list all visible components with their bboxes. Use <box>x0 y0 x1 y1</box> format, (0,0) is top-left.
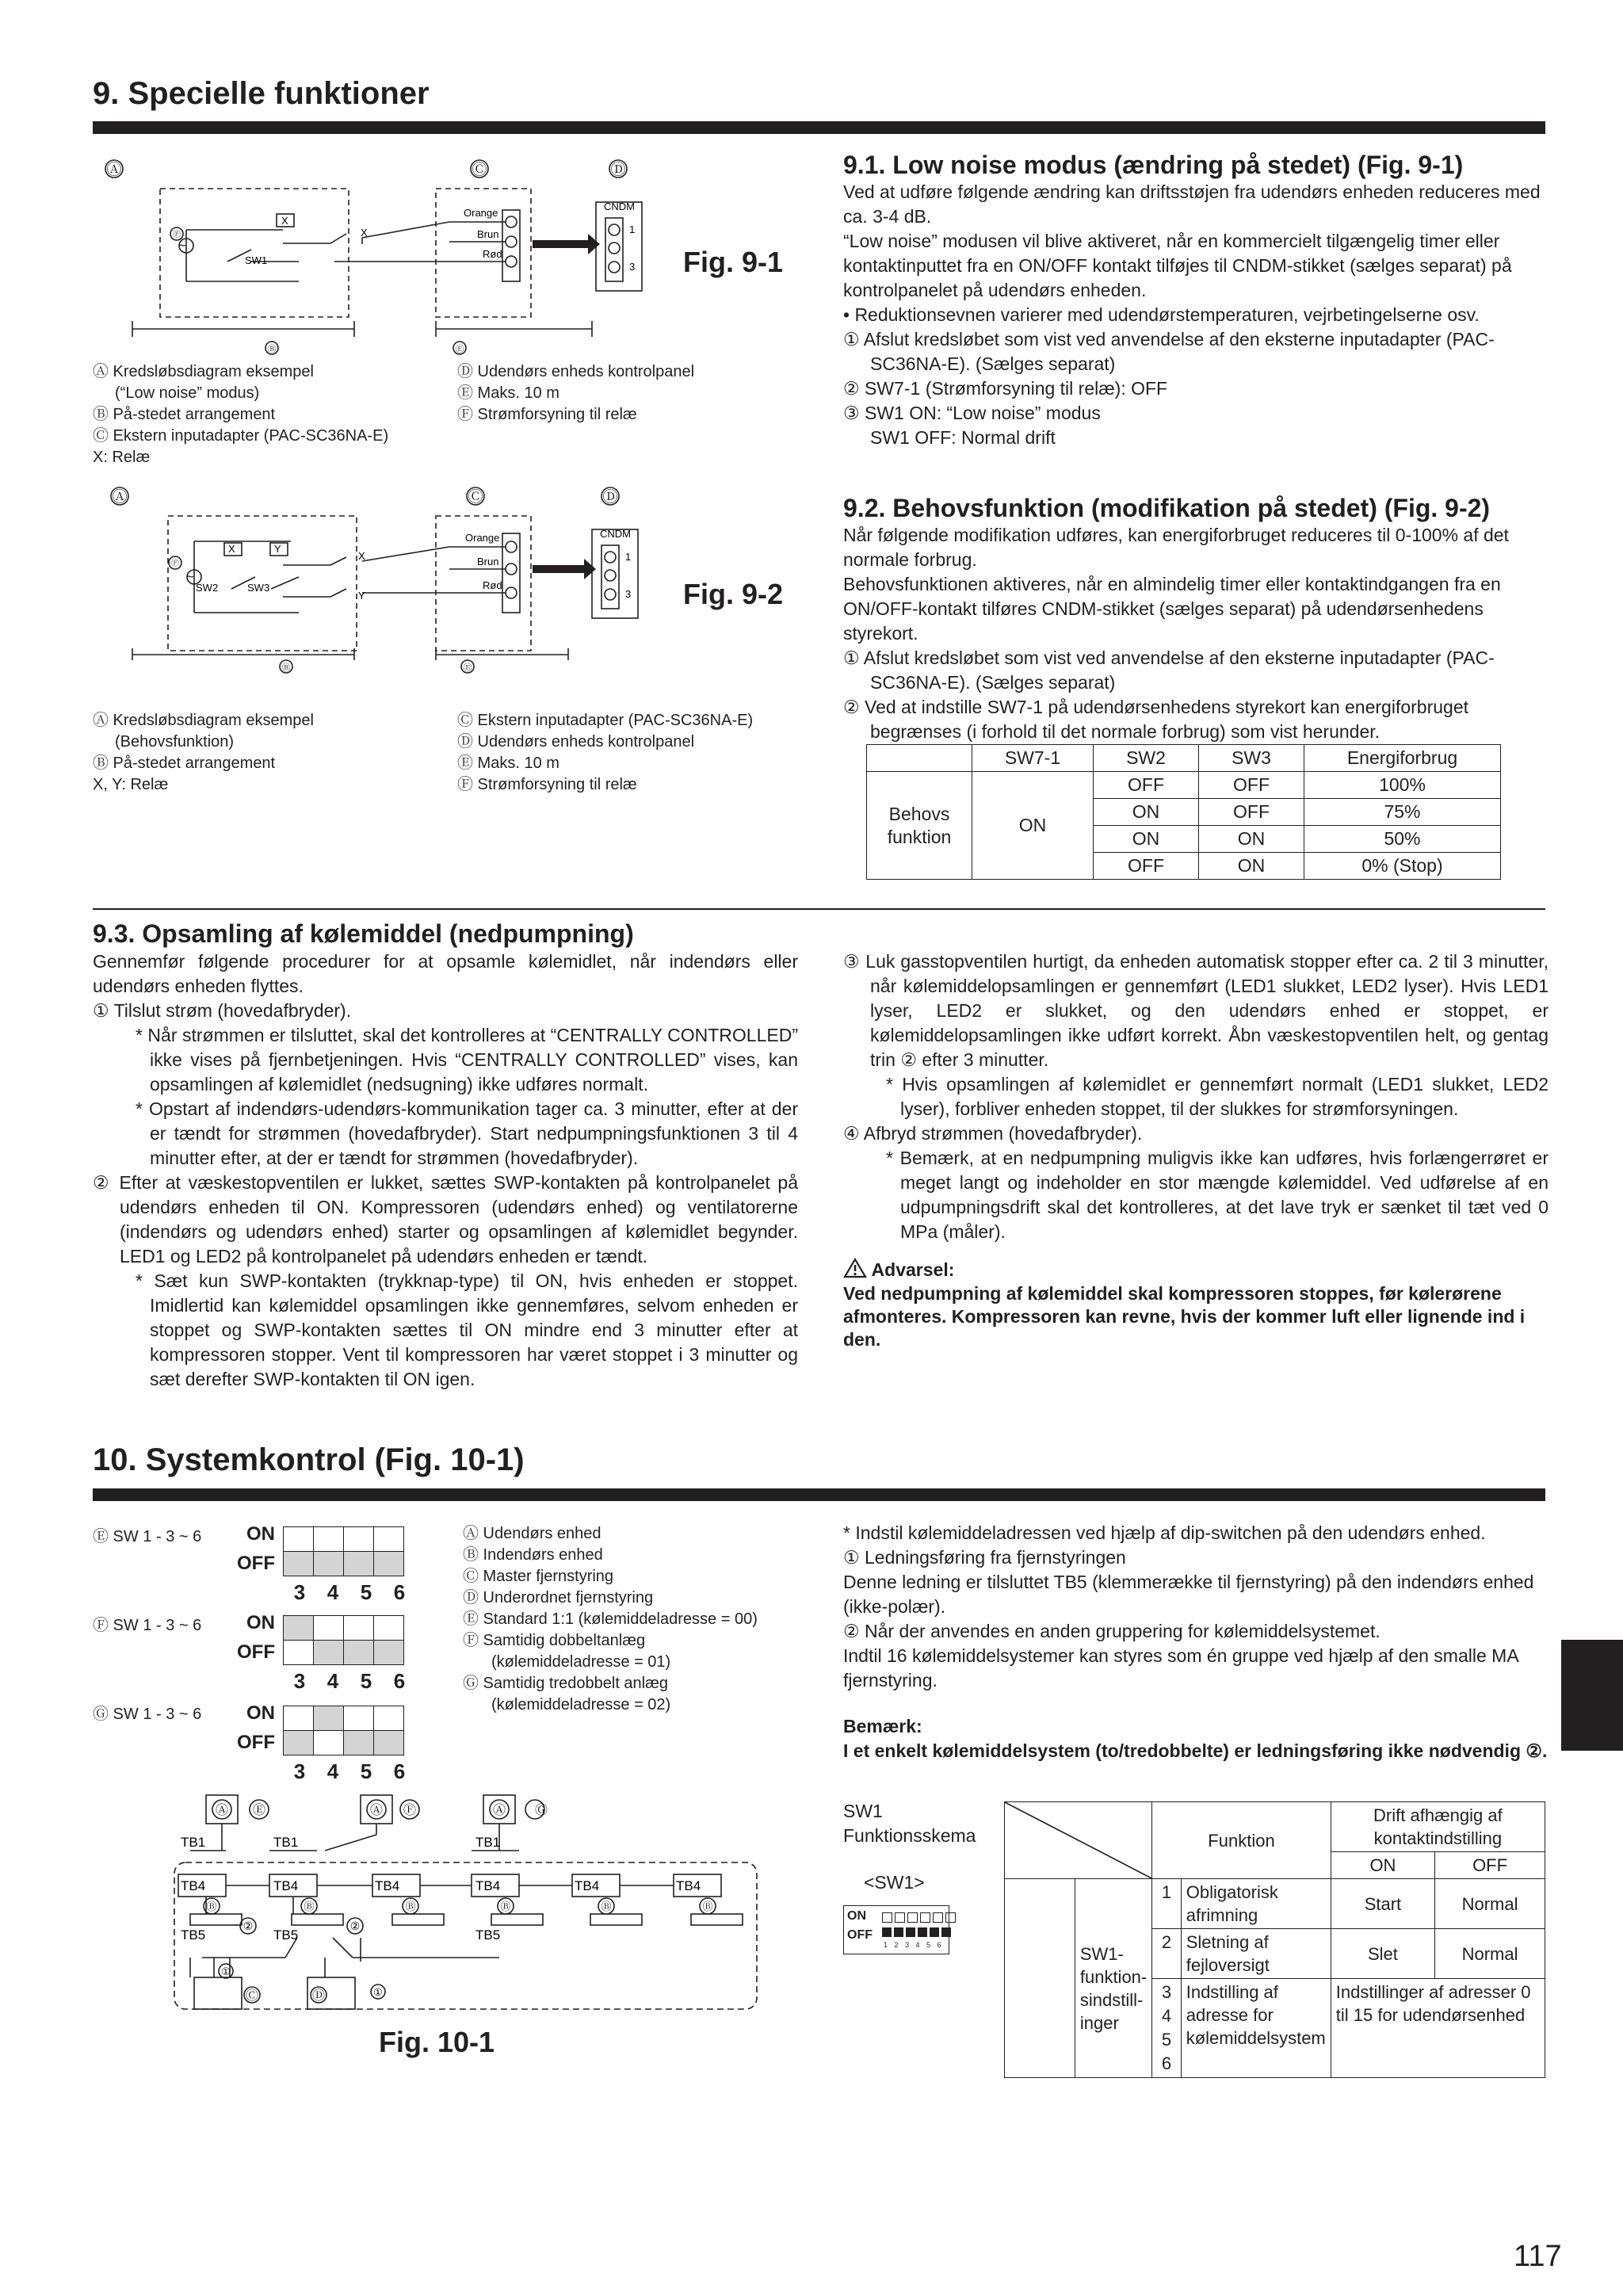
svg-text:①: ① <box>373 1986 383 1998</box>
section-9-2-body: Når følgende modifikation udføres, kan energiforbruget reduceres til 0-100% af det normale forbrug. Behovsfunktionen aktiveres, når en almindelig timer eller kontaktindgangen fra en ON/OFF-kontakt tilføres CNDM-stikket (sælges separat) på udendørsenhedens styrekort. ① Afslut kredsløbet som vist ved anvendelse af den eksterne inputadapter (PAC-SC36NA-E). (Sælges separat) ② Ved at indstille SW7-1 på udendørsenhedens styrekort kan energiforbruget begrænses (i forhold til det normale forbrug) som vist herunder. <box>843 525 1509 742</box>
svg-text:Ⓔ: Ⓔ <box>463 663 472 673</box>
svg-text:1: 1 <box>629 223 636 235</box>
svg-text:X: X <box>228 543 235 555</box>
svg-text:Ⓑ: Ⓑ <box>500 1901 511 1912</box>
svg-text:Brun: Brun <box>477 556 499 567</box>
svg-text:SW1: SW1 <box>245 254 268 266</box>
section-9-3-title: 9.3. Opsamling af kølemiddel (nedpumpning) <box>93 919 634 948</box>
section-9-1-title: 9.1. Low noise modus (ændring på stedet) (Fig. 9-1) <box>843 151 1464 179</box>
svg-text:Ⓓ: Ⓓ <box>610 162 626 178</box>
dip-switch-2 <box>283 1615 404 1665</box>
svg-text:Ⓑ: Ⓑ <box>281 663 291 673</box>
svg-text:1: 1 <box>625 551 632 563</box>
demand-table: SW7-1 SW2 SW3 Energiforbrug Behovs funktion ON OFF OFF 100% ON OFF 75% ON ON 50% OFF ON 0% (Stop) <box>866 744 1501 880</box>
chapter-tab <box>1561 1640 1623 1751</box>
svg-text:3: 3 <box>625 588 632 600</box>
section-9-title: 9. Specielle funktioner <box>93 76 430 111</box>
svg-text:Ⓐ: Ⓐ <box>369 1804 384 1817</box>
system-legend: Ⓐ Udendørs enhed Ⓑ Indendørs enhed Ⓒ Master fjernstyring Ⓓ Underordnet fjernstyring Ⓔ Standard 1:1 (kølemiddeladresse = 00) Ⓕ Samtidig dobbeltanlæg (kølemiddeladresse = 01) Ⓖ Samtidig tredobbelt anlæg (kølemiddeladresse = 02) <box>463 1525 758 1713</box>
svg-text:X: X <box>361 227 368 239</box>
svg-text:Brun: Brun <box>477 228 499 240</box>
dip-switch-3 <box>283 1706 404 1755</box>
svg-text:Ⓐ: Ⓐ <box>112 489 128 506</box>
svg-text:TB4: TB4 <box>375 1878 400 1893</box>
svg-text:Ⓒ: Ⓒ <box>245 1989 259 2003</box>
svg-text:Orange: Orange <box>464 207 498 219</box>
sw1-dip-icon: ON OFF 1 2 3 4 5 6 <box>843 1905 949 1954</box>
svg-text:X: X <box>358 550 365 562</box>
svg-text:Ⓔ: Ⓔ <box>455 345 464 354</box>
page-number: 117 <box>1514 2240 1562 2273</box>
section-10-note: Bemærk: I et enkelt kølemiddelsystem (to/tredobbelte) er ledningsføring ikke nødvendig ②. <box>843 1716 1548 1761</box>
svg-text:3: 3 <box>629 261 636 273</box>
svg-text:TB5: TB5 <box>475 1927 501 1943</box>
warning-block: Advarsel: Ved nedpumpning af kølemiddel skal kompressoren stoppes, før kølerørene afmonteres. Kompressoren kan revne, hvis der kommer luft eller lignende ind i den. <box>843 1259 1526 1350</box>
svg-text:TB5: TB5 <box>273 1927 299 1943</box>
svg-text:Ⓑ: Ⓑ <box>267 345 277 354</box>
svg-text:Rød: Rød <box>483 579 502 591</box>
svg-text:~: ~ <box>178 239 186 253</box>
sw1-tag: <SW1> <box>864 1872 925 1893</box>
svg-text:TB1: TB1 <box>181 1835 206 1850</box>
fig-9-1-captions-left: Ⓐ Kredsløbsdiagram eksempel (“Low noise” modus) Ⓑ På-stedet arrangement Ⓒ Ekstern inputadapter (PAC-SC36NA-E) X: Relæ <box>93 363 389 466</box>
svg-text:TB4: TB4 <box>676 1878 701 1893</box>
svg-text:Ⓑ: Ⓑ <box>601 1901 612 1912</box>
svg-text:CNDM: CNDM <box>604 201 635 212</box>
svg-text:SW2: SW2 <box>196 582 219 594</box>
fig-9-1-label: Fig. 9-1 <box>683 246 784 278</box>
svg-text:Orange: Orange <box>465 532 500 544</box>
svg-text:Ⓑ: Ⓑ <box>405 1901 416 1912</box>
svg-text:Ⓒ: Ⓒ <box>472 162 487 178</box>
fig-9-1-diagram <box>93 155 750 365</box>
svg-text:Y: Y <box>358 590 365 602</box>
svg-text:CNDM: CNDM <box>600 528 631 540</box>
section-10-body: * Indstil kølemiddeladressen ved hjælp af dip-switchen på den udendørs enhed. ① Ledningsføring fra fjernstyringen Denne ledning er tilsluttet TB5 (klemmerække til fjernstyring) på den indendørs enhed (ikke-polær). ② Når der anvendes en anden gruppering for kølemiddelsystemet. Indtil 16 kølemiddelsystemer kan styres som én gruppe ved hjælp af den smalle MA fjernstyring. <box>843 1522 1534 1690</box>
svg-text:Ⓐ: Ⓐ <box>492 1804 506 1817</box>
dip-switch-settings: Ⓔ SW 1 - 3 ~ 6 ON OFF 3 4 5 6 Ⓕ SW 1 - 3 ~ 6 ON OFF 3 4 5 6 Ⓖ SW 1 - 3 ~ 6 ON OFF 3 4 5 6 <box>93 1523 406 1783</box>
svg-text:Ⓕ: Ⓕ <box>171 560 179 568</box>
fig-9-2-label: Fig. 9-2 <box>683 578 784 610</box>
svg-text:Ⓒ: Ⓒ <box>468 489 483 506</box>
svg-text:SW3: SW3 <box>247 582 270 594</box>
section-9-2-title: 9.2. Behovsfunktion (modifikation på stedet) (Fig. 9-2) <box>843 494 1491 522</box>
svg-text:①: ① <box>221 1966 231 1977</box>
svg-text:TB1: TB1 <box>273 1835 299 1850</box>
svg-text:②: ② <box>349 1920 361 1932</box>
section-9-3-left: Gennemfør følgende procedurer for at opsamle kølemidlet, når indendørs eller udendørs enheden flyttes. ① Tilslut strøm (hovedafbryder). * Når strømmen er tilsluttet, skal det kontrolleres at “CENTRALLY CONTROLLED” ikke vises på fjernbetjeningen. Hvis “CENTRALLY CONTROLLED” vises, kan opsamlingen af kølemidlet (nedsugning) ikke udføres normalt. * Opstart af indendørs-udendørs-kommunikation tager ca. 3 minutter, efter at der er tændt for strømmen (hovedafbryder). Start nedpumpningsfunktionen 3 til 4 minutter efter, at der er tændt for strømmen (hovedafbryder). ② Efter at væskestopventilen er lukket, sættes SWP-kontakten på kontrolpanelet på udendørs enheden til ON. Kompressoren (udendørs enhed) og ventilatorerne (indendørs og udendørs enhed) starter og opsamlingen af kølemidlet begynder. LED1 og LED2 på kontrolpanelet på udendørs enheden er tændt. * Sæt kun SWP-kontakten (trykknap-type) til ON, hvis enheden er stoppet. Imidlertid kan kølemiddel opsamlingen ikke gennemføres, selvom enheden er stoppet og SWP-kontakten sættes til ON mindre end 3 minutter efter at kompressoren stopper. Vent til kompressoren har været stoppet i 3 minutter og sæt derefter SWP-kontakten til ON igen. <box>93 951 798 1389</box>
divider <box>93 908 1545 910</box>
section-10-rule <box>93 1488 1545 1501</box>
section-9-1-body: Ved at udføre følgende ændring kan driftsstøjen fra udendørs enheden reduceres med ca. 3-4 dB. “Low noise” modusen vil blive aktiveret, når en kommercielt tilgængelig timer eller kontaktinputtet fra en ON/OFF kontakt tilføjes til CNDM-stikket (sælges separat) på kontrolpanelet på udendørs enheden. • Reduktionsevnen varierer med udendørstemperaturen, vejrbetingelserne osv. ① Afslut kredsløbet som vist ved anvendelse af den eksterne inputadapter (PAC-SC36NA-E). (Sælges separat) ② SW7-1 (Strømforsyning til relæ): OFF ③ SW1 ON: “Low noise” modus SW1 OFF: Normal drift <box>843 181 1541 448</box>
svg-text:Ⓐ: Ⓐ <box>215 1804 229 1817</box>
section-9-rule <box>93 121 1545 134</box>
fig-10-1-label: Fig. 10-1 <box>379 2026 495 2058</box>
svg-text:Rød: Rød <box>483 248 502 260</box>
svg-text:Ⓔ: Ⓔ <box>252 1804 266 1817</box>
fig-9-2-captions-right: Ⓒ Ekstern inputadapter (PAC-SC36NA-E) Ⓓ Udendørs enheds kontrolpanel Ⓔ Maks. 10 m Ⓕ Strømforsyning til relæ <box>457 712 754 793</box>
svg-text:Ⓓ: Ⓓ <box>311 1989 326 2003</box>
svg-text:Ⓑ: Ⓑ <box>304 1901 315 1912</box>
section-9-3-right: ③ Luk gasstopventilen hurtigt, da enheden automatisk stopper efter ca. 2 til 3 minutter, når kølemiddelopsamlingen er gennemført (LED1 slukket, LED2 lyser). Hvis LED1 lyser, LED2 er slukket, og den udendørs enhed er stoppet, er kølemiddelopsamlingen ikke udført korrekt. Åbn væskestopventilen helt, og gentag trin ② efter 3 minutter. * Hvis opsamlingen af kølemidlet er gennemført normalt (LED1 slukket, LED2 lyser), forbliver enheden stoppet, til der slukkes for strømforsyningen. ④ Afbryd strømmen (hovedafbryder). * Bemærk, at en nedpumpning muligvis ikke kan udføres, hvis forlængerrøret er meget langt og indeholder en stor mængde kølemiddel. Ved udførelse af en udpumpningsdrift skal det kontrolleres, at det lave tryk er sænket til tæt ved 0 MPa (måler). <box>843 951 1549 1242</box>
sw1-function-table: Funktion Drift afhængig af kontaktindstilling ON OFF SW1-funktion-sindstill-inger 1 Obligatorisk afrimning Start Normal 2 Sletning af fejloversigt Slet Normal 3 4 5 6 Indstilling af adresse for kølemiddelsystem Indstillinger af adresser 0 til 15 for udendørsenhed <box>1004 1801 1545 2078</box>
svg-text:Ⓑ: Ⓑ <box>702 1901 713 1912</box>
fig-9-1-captions-right: Ⓓ Udendørs enheds kontrolpanel Ⓔ Maks. 10 m Ⓕ Strømforsyning til relæ <box>457 363 695 423</box>
svg-text:Ⓕ: Ⓕ <box>173 231 181 239</box>
fig-9-2-captions-left: Ⓐ Kredsløbsdiagram eksempel (Behovsfunktion) Ⓑ På-stedet arrangement X, Y: Relæ <box>93 712 314 793</box>
svg-text:②: ② <box>242 1920 254 1932</box>
svg-text:TB4: TB4 <box>181 1878 206 1893</box>
svg-text:TB4: TB4 <box>273 1878 299 1893</box>
sw1-title: SW1 Funktionsskema <box>843 1801 976 1846</box>
dip-switch-1 <box>283 1526 404 1576</box>
svg-text:Ⓓ: Ⓓ <box>602 489 618 506</box>
svg-text:X: X <box>281 215 288 227</box>
svg-text:Ⓖ: Ⓖ <box>535 1804 548 1817</box>
svg-text:TB5: TB5 <box>181 1927 206 1943</box>
svg-text:TB4: TB4 <box>575 1878 600 1893</box>
svg-text:~: ~ <box>186 571 194 584</box>
warning-icon <box>843 1258 867 1278</box>
fig-9-2-diagram <box>93 482 750 680</box>
svg-text:TB1: TB1 <box>475 1835 501 1850</box>
svg-text:Ⓐ: Ⓐ <box>106 162 122 178</box>
section-10-title: 10. Systemkontrol (Fig. 10-1) <box>93 1442 525 1477</box>
svg-text:Ⓕ: Ⓕ <box>403 1804 417 1817</box>
svg-text:Y: Y <box>274 543 281 555</box>
svg-text:TB4: TB4 <box>475 1878 501 1893</box>
svg-text:Ⓑ: Ⓑ <box>206 1901 217 1912</box>
fig-10-1-diagram <box>166 1787 761 2025</box>
